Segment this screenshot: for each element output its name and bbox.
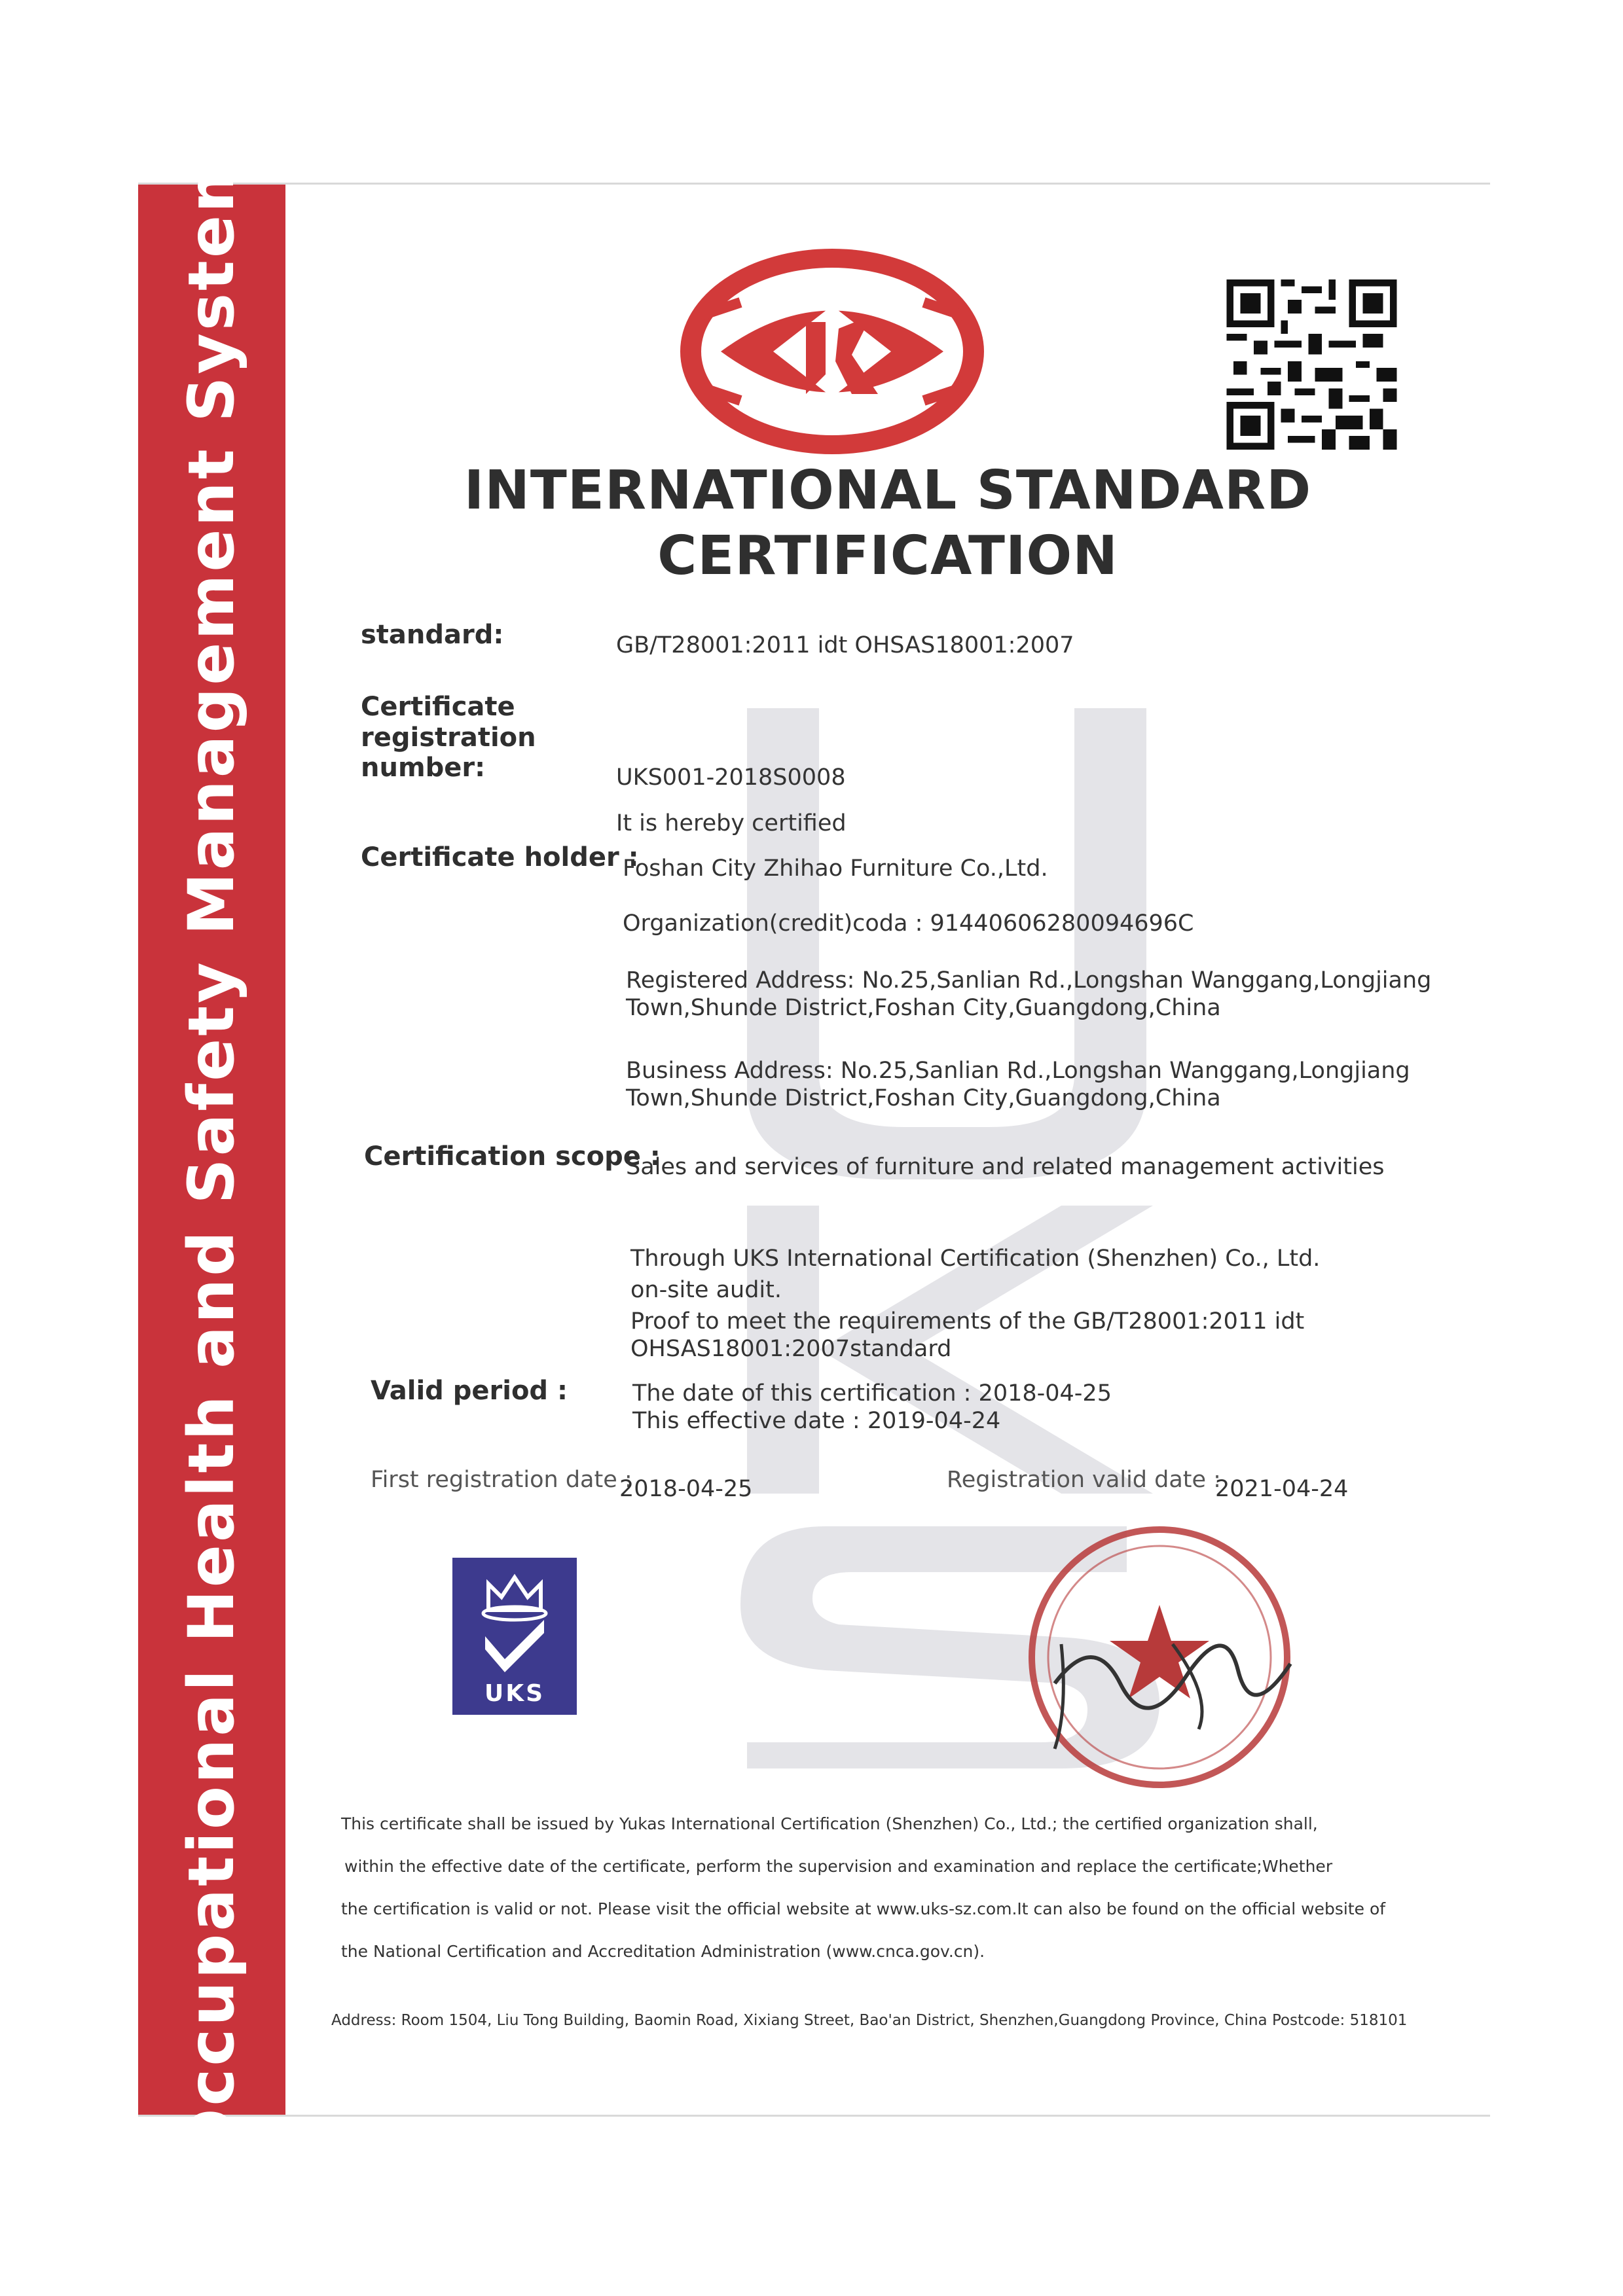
through-line-4: OHSAS18001:2007standard <box>630 1336 952 1362</box>
organization-code: Organization(credit)coda : 91440606280094696C <box>623 910 1194 937</box>
footer-note-line-2: within the effective date of the certificate, perform the supervision and examination and replace the certificate;Whether <box>344 1857 1333 1876</box>
registration-valid-label: Registration valid date : <box>947 1467 1221 1493</box>
registration-valid-value: 2021-04-24 <box>1215 1476 1349 1502</box>
red-seal-icon <box>1015 1513 1304 1801</box>
uk-logo-icon <box>675 243 989 459</box>
through-line-2: on-site audit. <box>630 1277 782 1303</box>
registration-label-2: registration <box>361 723 536 753</box>
footer-note-line-1: This certificate shall be issued by Yukas International Certification (Shenzhen) Co., Ltd.; the certified organization shall, <box>341 1814 1318 1833</box>
side-bar-text: Occupational Health and Safety Management System <box>175 144 248 2162</box>
through-line-1: Through UKS International Certification (Shenzhen) Co., Ltd. <box>630 1246 1321 1272</box>
registered-address-line-1: Registered Address: No.25,Sanlian Rd.,Longshan Wanggang,Longjiang <box>626 967 1432 994</box>
registered-address-line-2: Town,Shunde District,Foshan City,Guangdong,China <box>626 995 1221 1021</box>
qr-code-icon <box>1225 279 1398 450</box>
certificate-sheet <box>138 144 1490 2162</box>
business-address-line-1: Business Address: No.25,Sanlian Rd.,Longshan Wanggang,Longjiang <box>626 1058 1410 1084</box>
standard-value: GB/T28001:2011 idt OHSAS18001:2007 <box>616 632 1074 658</box>
through-line-3: Proof to meet the requirements of the GB/T28001:2011 idt <box>630 1308 1305 1335</box>
uks-badge-text: UKS <box>484 1680 545 1707</box>
registration-label-1: Certificate <box>361 692 515 722</box>
side-bar <box>138 144 285 2162</box>
holder-name: Foshan City Zhihao Furniture Co.,Ltd. <box>623 855 1048 882</box>
standard-label: standard: <box>361 620 504 650</box>
registration-value: UKS001-2018S0008 <box>616 764 846 791</box>
uks-badge <box>452 1558 577 1715</box>
certified-text: It is hereby certified <box>616 810 847 836</box>
certification-date: The date of this certification : 2018-04-25 <box>632 1380 1112 1407</box>
first-registration-label: First registration date : <box>371 1467 632 1493</box>
scope-value: Sales and services of furniture and related management activities <box>626 1154 1385 1180</box>
first-registration-value: 2018-04-25 <box>619 1476 753 1502</box>
title-line-2: CERTIFICATION <box>657 525 1118 587</box>
effective-date: This effective date : 2019-04-24 <box>632 1408 1001 1434</box>
scope-label: Certification scope : <box>364 1141 661 1172</box>
footer-note-line-4: the National Certification and Accreditation Administration (www.cnca.gov.cn). <box>341 1942 985 1961</box>
footer-note-line-3: the certification is valid or not. Please visit the official website at www.uks-sz.com.It can also be found on the official website of <box>341 1899 1386 1918</box>
holder-label: Certificate holder : <box>361 842 639 872</box>
footer-address: Address: Room 1504, Liu Tong Building, Baomin Road, Xixiang Street, Bao'an District, Shenzhen,Guangdong Province, China Postcode: 518101 <box>331 2012 1408 2029</box>
valid-period-label: Valid period : <box>371 1376 568 1406</box>
crown-check-icon <box>475 1571 554 1676</box>
title-line-1: INTERNATIONAL STANDARD <box>464 459 1312 522</box>
business-address-line-2: Town,Shunde District,Foshan City,Guangdong,China <box>626 1085 1221 1111</box>
registration-label-3: number: <box>361 753 486 783</box>
